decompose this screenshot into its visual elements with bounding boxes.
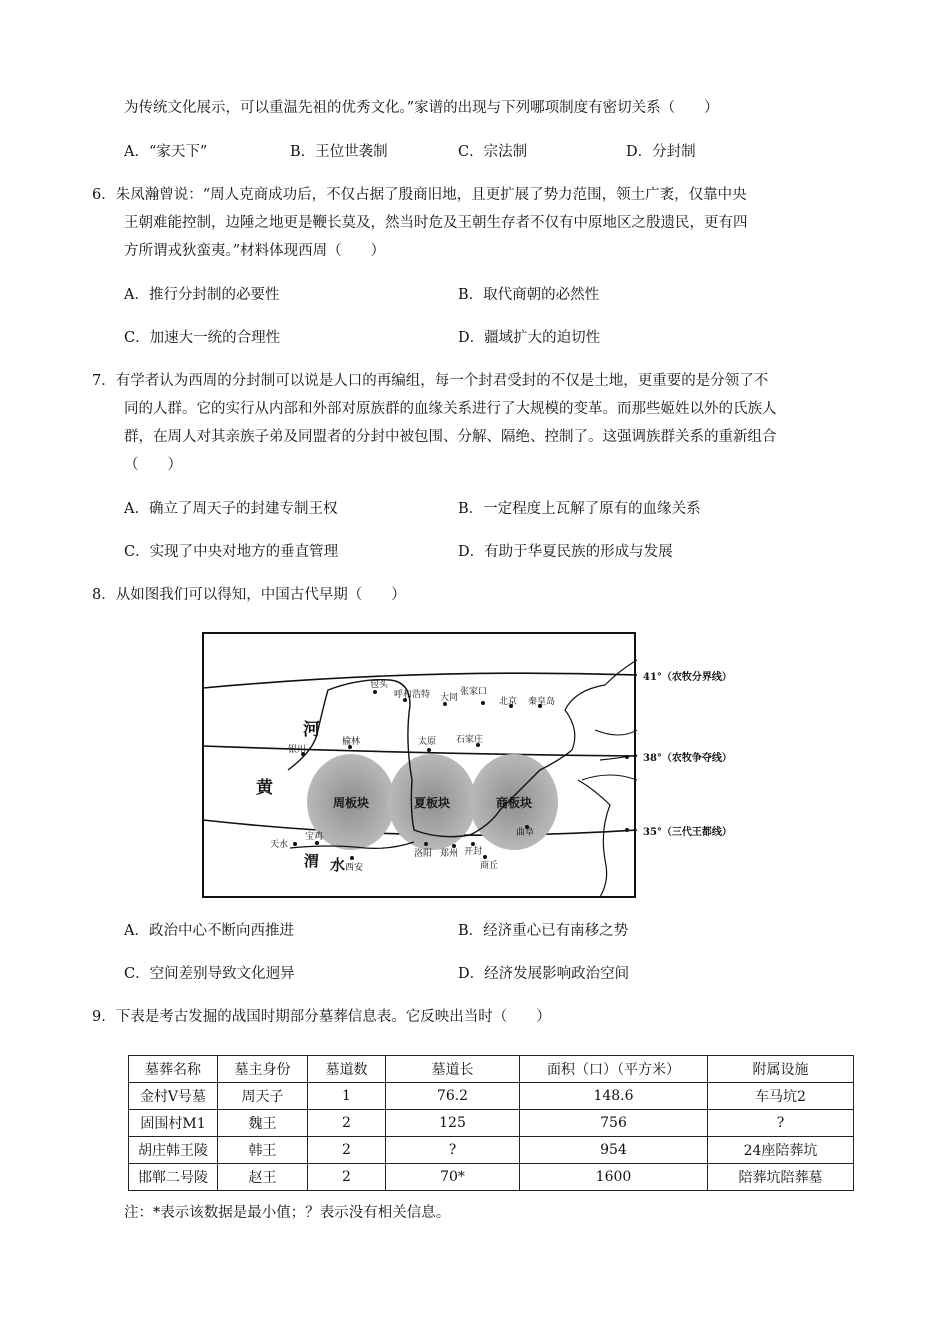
q7-stem-line-3: 群，在周人对其亲族子弟及同盟者的分封中被包围、分解、隔绝、控制了。这强调族群关系的重新组合 [124, 429, 777, 445]
city-label-qufu: 曲阜 [516, 828, 535, 838]
q7-option-d[interactable]: D．有助于华夏民族的形成与发展 [458, 544, 673, 560]
xia-block-label: 夏板块 [413, 796, 451, 810]
table-header-cell: 附属设施 [708, 1056, 854, 1083]
table-header-cell: 墓葬名称 [129, 1056, 218, 1083]
q5-option-d[interactable]: D．分封制 [626, 144, 696, 160]
table-row [129, 1164, 854, 1191]
table-cell: 756 [520, 1110, 708, 1137]
q6-option-a[interactable]: A．推行分封制的必要性 [124, 287, 280, 303]
table-cell: 70* [386, 1164, 520, 1191]
table-cell: 周天子 [218, 1083, 308, 1110]
table-cell: 赵王 [218, 1164, 308, 1191]
table-row [129, 1110, 854, 1137]
city-label-baoji: 宝鸡 [305, 832, 324, 842]
q8-option-b[interactable]: B．经济重心已有南移之势 [458, 923, 629, 939]
river-label-shui: 水 [330, 856, 346, 874]
q8-option-c[interactable]: C．空间差别导致文化迥异 [124, 966, 295, 982]
city-label-yulin: 榆林 [342, 737, 361, 747]
city-label-xian: 西安 [345, 863, 364, 873]
table-header-cell: 墓主身份 [218, 1056, 308, 1083]
table-cell: 韩王 [218, 1137, 308, 1164]
table-cell: 2 [308, 1110, 386, 1137]
table-cell: 2 [308, 1137, 386, 1164]
ancient-china-map [200, 630, 760, 902]
river-label-wei: 渭 [304, 852, 320, 870]
city-label-datong: 大同 [440, 693, 459, 703]
table-cell: 76.2 [386, 1083, 520, 1110]
q6-stem-line-1: 6．朱凤瀚曾说：“周人克商成功后，不仅占据了殷商旧地，且更扩展了势力范围，领土广袤，仅靠中央 [92, 187, 747, 203]
city-label-kaifeng: 开封 [464, 847, 483, 857]
q7-option-c[interactable]: C．实现了中央对地方的垂直管理 [124, 544, 339, 560]
tomb-info-table [128, 1055, 854, 1191]
q7-stem-line-1: 7．有学者认为西周的分封制可以说是人口的再编组，每一个封君受封的不仅是土地，更重要的是分领了不 [92, 373, 769, 389]
latitude-label-38: 38°（农牧争夺线） [643, 753, 732, 764]
river-label-he: 河 [303, 720, 320, 740]
table-row [129, 1083, 854, 1110]
q9-table-note: 注：*表示该数据是最小值；？表示没有相关信息。 [124, 1205, 451, 1221]
table-cell: 车马坑2 [708, 1083, 854, 1110]
table-cell: 胡庄韩王陵 [129, 1137, 218, 1164]
q8-option-d[interactable]: D．经济发展影响政治空间 [458, 966, 630, 982]
q9-stem: 9．下表是考古发掘的战国时期部分墓葬信息表。它反映出当时（ ） [92, 1009, 551, 1025]
q6-stem-line-3: 方所谓戎狄蛮夷。”材料体现西周（ ） [124, 243, 386, 259]
city-label-zhengzhou: 郑州 [440, 849, 459, 859]
city-label-zhangjiakou: 张家口 [460, 687, 488, 697]
table-header-cell: 面积（口）（平方米） [520, 1056, 708, 1083]
table-cell: 魏王 [218, 1110, 308, 1137]
table-cell: 24座陪葬坑 [708, 1137, 854, 1164]
table-cell: 固围村M1 [129, 1110, 218, 1137]
table-cell: 148.6 [520, 1083, 708, 1110]
q8-option-a[interactable]: A．政治中心不断向西推进 [124, 923, 294, 939]
city-label-beijing: 北京 [499, 697, 518, 707]
table-cell: ? [708, 1110, 854, 1137]
latitude-label-35: 35°（三代王都线） [643, 827, 732, 838]
q5-stem-continuation: 为传统文化展示，可以重温先祖的优秀文化。”家谱的出现与下列哪项制度有密切关系（ ） [124, 100, 719, 116]
table-header-cell: 墓道长 [386, 1056, 520, 1083]
table-cell: 陪葬坑陪葬墓 [708, 1164, 854, 1191]
table-header-cell: 墓道数 [308, 1056, 386, 1083]
city-label-luoyang: 洛阳 [414, 849, 433, 859]
table-cell: 邯郸二号陵 [129, 1164, 218, 1191]
q6-option-b[interactable]: B．取代商朝的必然性 [458, 287, 600, 303]
city-label-tianshui: 天水 [270, 840, 289, 850]
q5-option-b[interactable]: B．王位世袭制 [290, 144, 388, 160]
q7-option-a[interactable]: A．确立了周天子的封建专制王权 [124, 501, 338, 517]
q8-stem: 8．从如图我们可以得知，中国古代早期（ ） [92, 587, 406, 603]
city-label-qinhuangdao: 秦皇岛 [528, 697, 556, 707]
city-label-taiyuan: 太原 [418, 737, 437, 747]
q7-stem-line-4: （ ） [124, 457, 182, 473]
q6-option-d[interactable]: D．疆域扩大的迫切性 [458, 330, 601, 346]
city-label-huhehaote: 呼和浩特 [394, 690, 431, 700]
river-label-huang: 黄 [256, 778, 273, 798]
q6-stem-line-2: 王朝难能控制，边陲之地更是鞭长莫及，然当时危及王朝生存者不仅有中原地区之殷遗民，更有四 [124, 215, 748, 231]
table-header-row [129, 1056, 854, 1083]
q5-option-c[interactable]: C．宗法制 [458, 144, 528, 160]
table-row [129, 1137, 854, 1164]
latitude-label-41: 41°（农牧分界线） [643, 672, 732, 683]
city-label-shangqiu: 商丘 [480, 861, 499, 871]
q7-stem-line-2: 同的人群。它的实行从内部和外部对原族群的血缘关系进行了大规模的变革。而那些姬姓以外的氏族人 [124, 401, 777, 417]
q6-option-c[interactable]: C．加速大一统的合理性 [124, 330, 281, 346]
city-label-shijiazhuang: 石家庄 [456, 735, 484, 745]
city-label-baotou: 包头 [370, 680, 389, 690]
table-cell: ? [386, 1137, 520, 1164]
q7-option-b[interactable]: B．一定程度上瓦解了原有的血缘关系 [458, 501, 701, 517]
table-cell: 1 [308, 1083, 386, 1110]
table-cell: 2 [308, 1164, 386, 1191]
table-cell: 金村Ⅴ号墓 [129, 1083, 218, 1110]
shang-block-label: 商板块 [495, 796, 533, 810]
table-cell: 125 [386, 1110, 520, 1137]
table-cell: 1600 [520, 1164, 708, 1191]
city-label-yinchuan: 银川 [288, 745, 307, 755]
q5-option-a[interactable]: A．“家天下” [124, 144, 208, 160]
zhou-block-label: 周板块 [332, 796, 370, 810]
table-cell: 954 [520, 1137, 708, 1164]
